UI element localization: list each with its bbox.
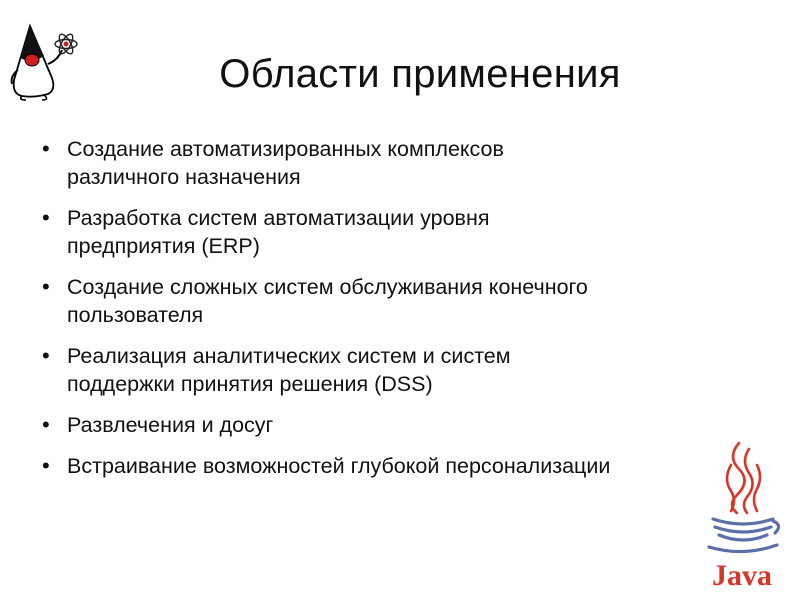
- java-cup-logo-icon: [703, 435, 781, 595]
- duke-mascot-icon: [4, 20, 82, 102]
- list-item: [42, 452, 762, 480]
- list-item: [42, 342, 762, 398]
- bullet-line-2: пользователя: [67, 303, 204, 327]
- bullet-dot-icon: •: [42, 412, 50, 437]
- bullet-line-2: поддержки принятия решения (DSS): [67, 372, 433, 396]
- bullet-line-2: предприятия (ERP): [67, 234, 260, 258]
- bullet-line-1: Разработка систем автоматизации уровня: [67, 206, 490, 230]
- bullet-line-1: Реализация аналитических систем и систем: [67, 344, 511, 368]
- bullet-list: [42, 135, 762, 493]
- bullet-line-1: Развлечения и досуг: [67, 413, 274, 437]
- list-item: [42, 273, 762, 329]
- bullet-line-2: различного назначения: [67, 165, 301, 189]
- bullet-dot-icon: •: [42, 274, 50, 299]
- bullet-dot-icon: •: [42, 453, 50, 478]
- bullet-dot-icon: •: [42, 343, 50, 368]
- bullet-dot-icon: •: [42, 205, 50, 230]
- bullet-line-1: Создание автоматизированных комплексов: [67, 137, 504, 161]
- list-item: [42, 135, 762, 191]
- slide-title: Области применения: [219, 52, 621, 96]
- java-logo-text: Java: [712, 559, 772, 592]
- bullet-line-1: Встраивание возможностей глубокой персонализации: [67, 454, 611, 478]
- bullet-dot-icon: •: [42, 136, 50, 161]
- list-item: [42, 204, 762, 260]
- list-item: [42, 411, 762, 439]
- bullet-line-1: Создание сложных систем обслуживания конечного: [67, 275, 588, 299]
